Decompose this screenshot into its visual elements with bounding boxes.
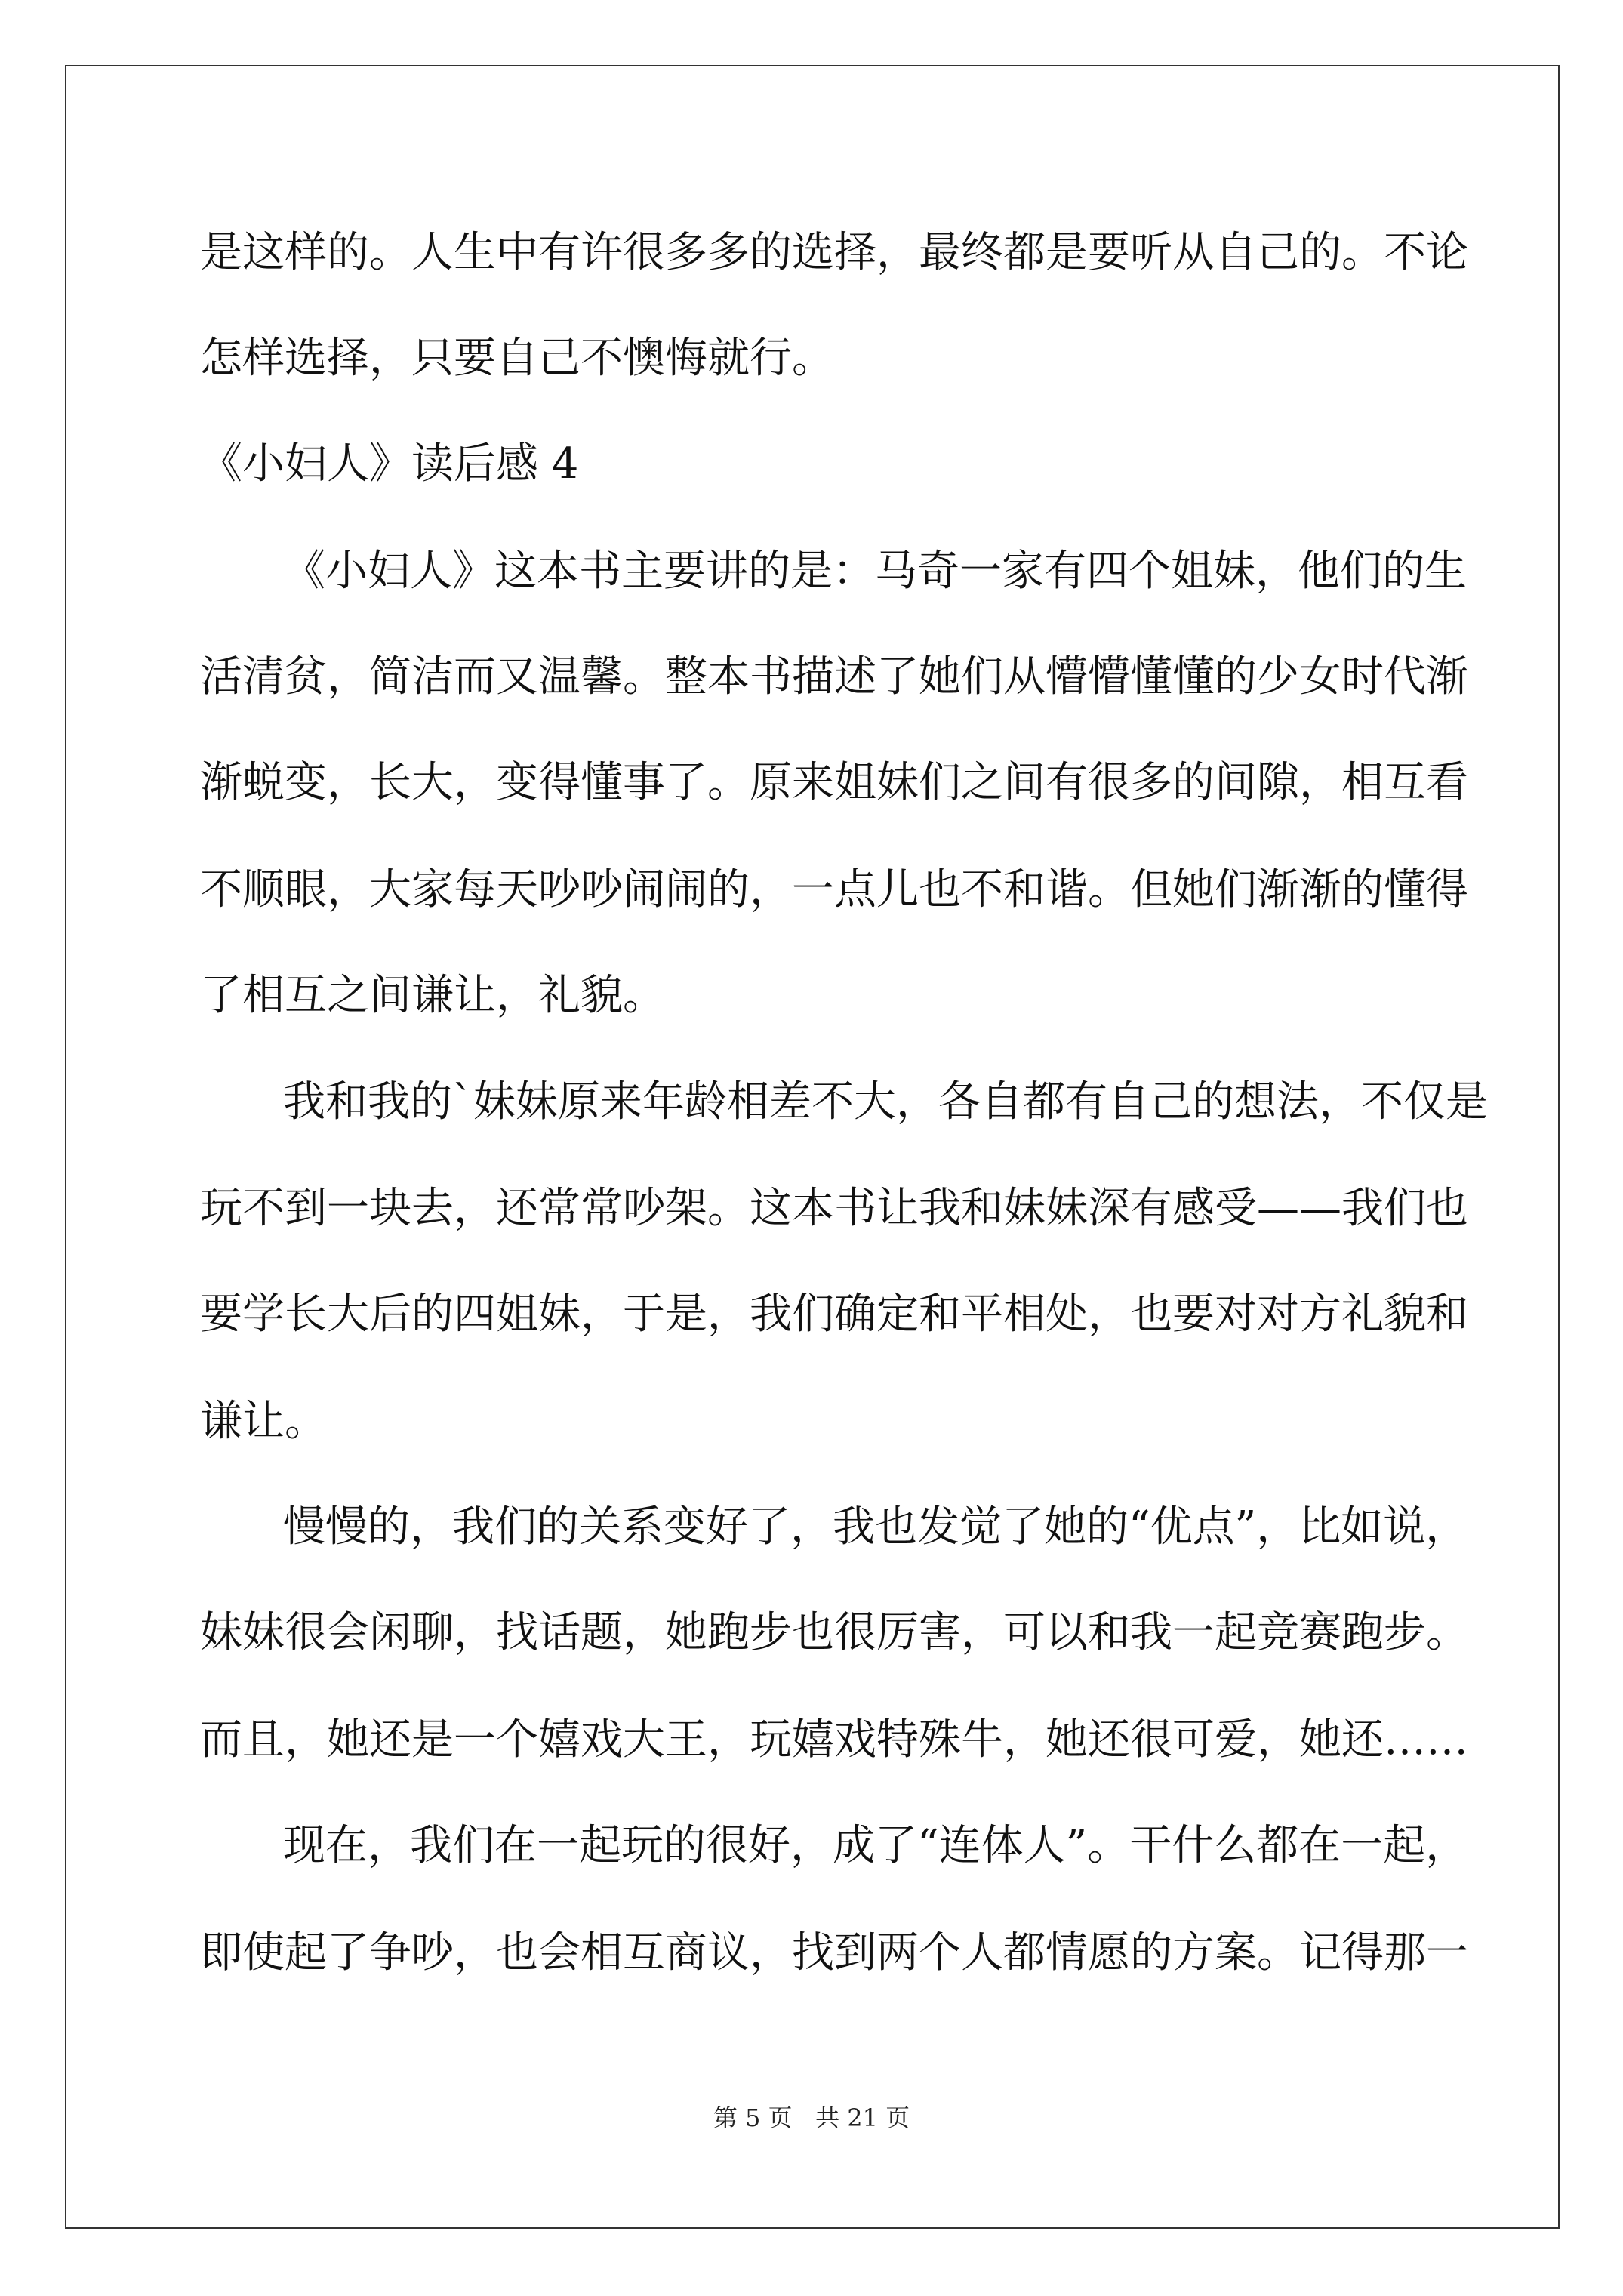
text-line: 是这样的。人生中有许很多多的选择，最终都是要听从自己的。不论: [200, 228, 1468, 277]
text-line: 渐蜕变，长大，变得懂事了。原来姐妹们之间有很多的间隙，相互看: [200, 758, 1468, 807]
text-line: 而且，她还是一个嬉戏大王，玩嬉戏特殊牛，她还很可爱，她还……: [200, 1715, 1468, 1764]
page-footer: [0, 2103, 1623, 2133]
text-line: 慢慢的，我们的关系变好了，我也发觉了她的“优点”，比如说，: [283, 1502, 1468, 1552]
text-line: 我和我的`妹妹原来年龄相差不大，各自都有自己的想法，不仅是: [283, 1077, 1488, 1126]
text-line: 活清贫，简洁而又温馨。整本书描述了她们从懵懵懂懂的少女时代渐: [200, 652, 1468, 701]
text-line: 即使起了争吵，也会相互商议，找到两个人都情愿的方案。记得那一: [200, 1928, 1468, 1977]
page-total: 共 21 页: [815, 2103, 910, 2132]
text-line: 妹妹很会闲聊，找话题，她跑步也很厉害，可以和我一起竞赛跑步。: [200, 1608, 1468, 1657]
section-heading: 《小妇人》读后感 4: [200, 439, 579, 488]
text-line: 要学长大后的四姐妹，于是，我们确定和平相处，也要对对方礼貌和: [200, 1290, 1468, 1339]
text-line: 玩不到一块去，还常常吵架。这本书让我和妹妹深有感受——我们也: [200, 1184, 1468, 1233]
text-line: 怎样选择，只要自己不懊悔就行。: [200, 334, 834, 383]
text-line: 《小妇人》这本书主要讲的是：马奇一家有四个姐妹，他们的生: [283, 547, 1467, 596]
text-line: 了相互之间谦让，礼貌。: [200, 971, 665, 1020]
text-line: 不顺眼，大家每天吵吵闹闹的，一点儿也不和谐。但她们渐渐的懂得: [200, 865, 1468, 914]
text-line: 现在，我们在一起玩的很好，成了“连体人”。干什么都在一起，: [283, 1821, 1468, 1870]
page-number: 第 5 页: [713, 2103, 793, 2132]
page-border: [65, 65, 1560, 2229]
text-line: 谦让。: [200, 1397, 327, 1446]
